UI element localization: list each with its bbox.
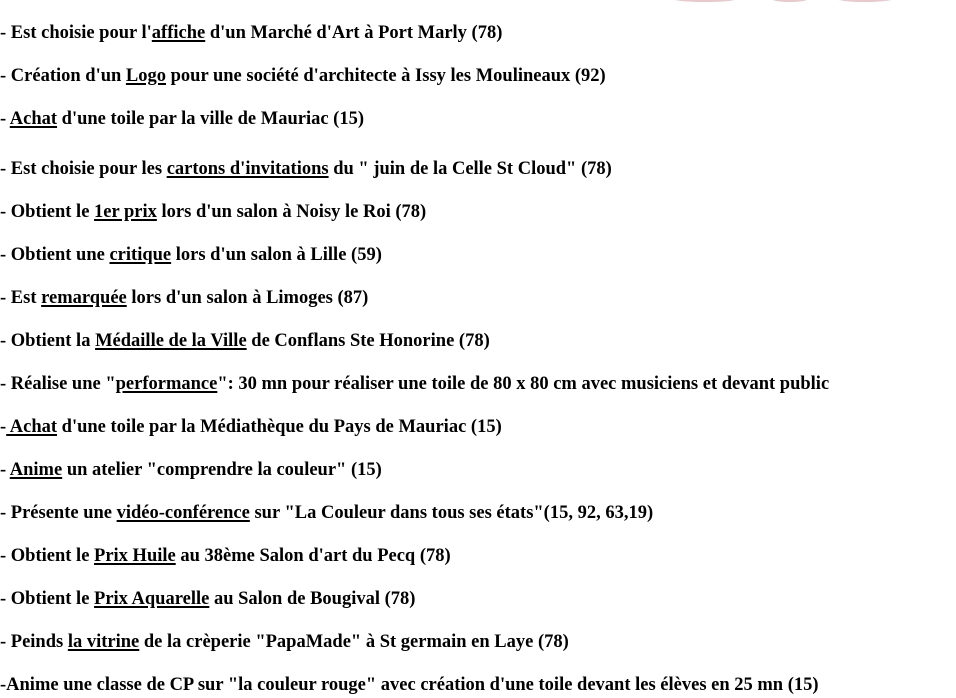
list-item bbox=[0, 373, 829, 395]
list-item bbox=[0, 65, 606, 87]
list-item bbox=[0, 287, 368, 309]
item-text: pour une société d'architecte à Issy les Moulineaux (92) bbox=[166, 66, 606, 86]
list-item bbox=[0, 545, 451, 567]
item-text: d'une toile par la Médiathèque du Pays de Mauriac (15) bbox=[57, 417, 502, 437]
item-link[interactable]: vidéo-conférence bbox=[116, 503, 250, 523]
item-text: d'un Marché d'Art à Port Marly (78) bbox=[205, 23, 503, 43]
item-text: - Obtient une bbox=[0, 245, 110, 265]
item-text: lors d'un salon à Lille (59) bbox=[171, 245, 382, 265]
item-link[interactable]: affiche bbox=[151, 23, 206, 43]
item-link[interactable]: Achat bbox=[9, 109, 58, 129]
item-link[interactable]: Prix Aquarelle bbox=[94, 589, 210, 609]
list-item bbox=[0, 201, 426, 223]
item-text: un atelier "comprendre la couleur" (15) bbox=[62, 460, 382, 480]
list-item bbox=[0, 631, 569, 653]
list-item bbox=[0, 674, 819, 696]
list-item bbox=[0, 330, 490, 352]
item-text: -Anime une classe de CP sur "la couleur rouge" avec création d'une toile devant les élèves en 25 mn (15) bbox=[0, 675, 819, 695]
item-link[interactable]: critique bbox=[109, 245, 172, 265]
item-text: au Salon de Bougival (78) bbox=[209, 589, 416, 609]
item-link[interactable]: la vitrine bbox=[67, 632, 140, 652]
item-text: - bbox=[0, 417, 7, 437]
item-link[interactable]: Anime bbox=[9, 460, 63, 480]
list-item bbox=[0, 502, 653, 524]
item-text: - Présente une bbox=[0, 503, 117, 523]
item-text: - Peinds bbox=[0, 632, 68, 652]
item-text: - Obtient le bbox=[0, 589, 95, 609]
item-text: de Conflans Ste Honorine (78) bbox=[246, 331, 490, 351]
list-item bbox=[0, 416, 502, 438]
item-text: - Réalise une " bbox=[0, 374, 116, 394]
item-link[interactable]: remarquée bbox=[41, 288, 127, 308]
item-link[interactable]: cartons d'invitations bbox=[166, 159, 329, 179]
item-text: d'une toile par la ville de Mauriac (15) bbox=[57, 109, 364, 129]
list-item bbox=[0, 22, 502, 44]
item-text: - Est choisie pour l' bbox=[0, 23, 152, 43]
item-text: - bbox=[0, 460, 10, 480]
item-text: ": 30 mn pour réaliser une toile de 80 x 80 cm avec musiciens et devant public bbox=[217, 374, 830, 394]
item-text: - Est choisie pour les bbox=[0, 159, 167, 179]
item-link[interactable]: Logo bbox=[125, 66, 167, 86]
item-text: de la crèperie "PapaMade" à St germain en Laye (78) bbox=[139, 632, 569, 652]
item-text: - Obtient le bbox=[0, 546, 95, 566]
list-item bbox=[0, 588, 415, 610]
item-text: - Création d'un bbox=[0, 66, 126, 86]
top-decoration bbox=[660, 0, 910, 3]
item-link[interactable]: Prix Huile bbox=[94, 546, 176, 566]
list-item bbox=[0, 244, 382, 266]
item-link[interactable]: performance bbox=[115, 374, 218, 394]
item-text: - Obtient la bbox=[0, 331, 96, 351]
item-link[interactable]: Médaille de la Ville bbox=[95, 331, 247, 351]
item-link[interactable]: 1er prix bbox=[94, 202, 157, 222]
item-text: lors d'un salon à Limoges (87) bbox=[126, 288, 369, 308]
list-item bbox=[0, 108, 364, 130]
item-text: - Obtient le bbox=[0, 202, 95, 222]
list-item bbox=[0, 459, 382, 481]
item-link[interactable]: Achat bbox=[6, 417, 58, 437]
item-text: lors d'un salon à Noisy le Roi (78) bbox=[156, 202, 427, 222]
item-text: sur "La Couleur dans tous ses états"(15, 92, 63,19) bbox=[249, 503, 654, 523]
item-text: - bbox=[0, 109, 10, 129]
item-text: du " juin de la Celle St Cloud" (78) bbox=[328, 159, 612, 179]
item-text: au 38ème Salon d'art du Pecq (78) bbox=[175, 546, 451, 566]
item-text: - Est bbox=[0, 288, 42, 308]
list-item bbox=[0, 158, 612, 180]
